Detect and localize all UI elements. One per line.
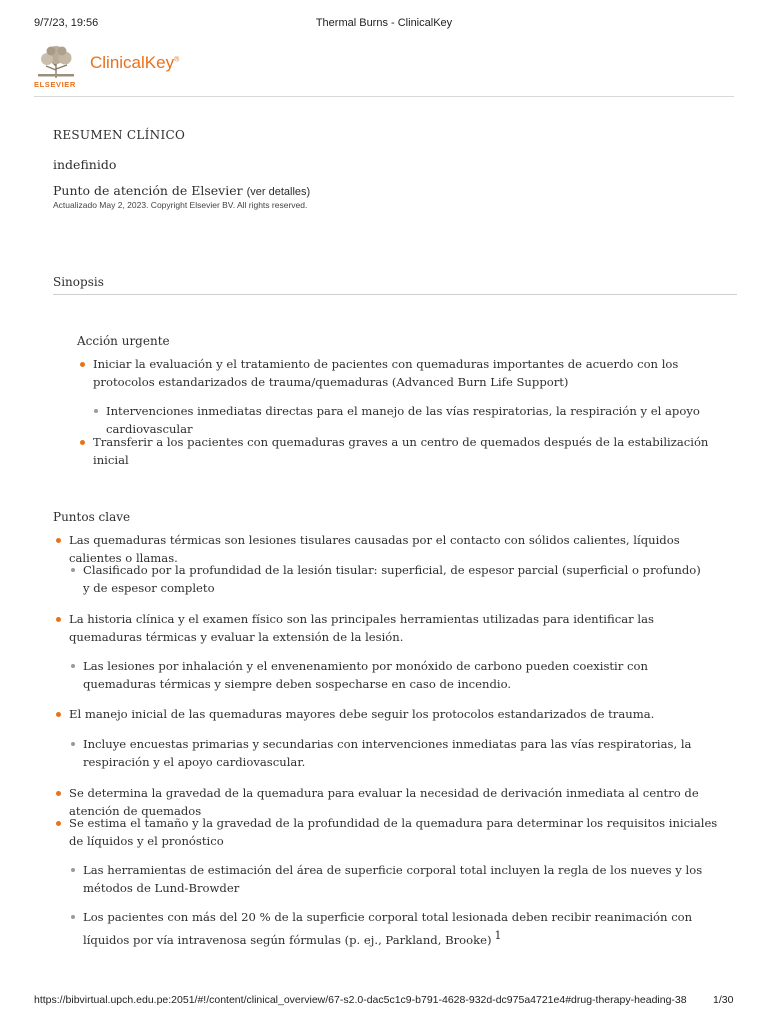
key-points-heading: Puntos clave xyxy=(53,510,131,524)
elsevier-tree-logo-icon xyxy=(34,44,78,80)
urgent-subitem: Intervenciones inmediatas directas para el manejo de las vías respiratorias, la respiración y el apoyo cardiovascular xyxy=(106,404,700,436)
sub-bullet-icon xyxy=(71,568,75,572)
updated-notice: Actualizado May 2, 2023. Copyright Elsevier BV. All rights reserved. xyxy=(53,200,308,210)
key-point-item: El manejo inicial de las quemaduras mayores debe seguir los protocolos estandarizados de trauma. xyxy=(69,707,655,721)
bullet-icon xyxy=(56,791,61,796)
bullet-icon xyxy=(56,538,61,543)
document-subtitle: indefinido xyxy=(53,157,117,172)
synopsis-heading: Sinopsis xyxy=(53,275,104,289)
key-point-text: Los pacientes con más del 20 % de la superficie corporal total lesionada deben recibir reanimación con líquidos por vía intravenosa según fórmulas (p. ej., Parkland, Brooke) xyxy=(83,910,693,947)
key-point-subitem: Incluye encuestas primarias y secundarias con intervenciones inmediatas para las vías respiratorias, la respiración y el apoyo cardiovascular. xyxy=(83,737,692,769)
sub-bullet-icon xyxy=(71,742,75,746)
bullet-icon xyxy=(56,821,61,826)
print-url: https://bibvirtual.upch.edu.pe:2051/#!/content/clinical_overview/67-s2.0-dac5c1c9-b791-4628-932d-dc975a4721e4#drug-therapy-heading-38 xyxy=(34,994,687,1006)
print-date: 9/7/23, 19:56 xyxy=(34,17,99,29)
registered-mark: ® xyxy=(174,56,180,64)
key-point-item: Se determina la gravedad de la quemadura para evaluar la necesidad de derivación inmediata al centro de atención de quemados xyxy=(69,786,699,818)
print-title: Thermal Burns - ClinicalKey xyxy=(315,17,453,29)
urgent-item: Transferir a los pacientes con quemaduras graves a un centro de quemados después de la estabilización inicial xyxy=(93,435,709,467)
clinicalkey-wordmark: ClinicalKey xyxy=(90,53,175,72)
bullet-icon xyxy=(56,617,61,622)
details-link[interactable]: (ver detalles) xyxy=(246,186,311,198)
footnote-reference[interactable]: 1 xyxy=(494,928,502,942)
key-point-item: La historia clínica y el examen físico son las principales herramientas utilizadas para identificar las quemaduras térmicas y evaluar la extensión de la lesión. xyxy=(69,612,654,644)
sub-bullet-icon xyxy=(71,868,75,872)
sub-bullet-icon xyxy=(94,409,98,413)
section-label: RESUMEN CLÍNICO xyxy=(53,128,186,142)
key-point-subitem: Las herramientas de estimación del área de superficie corporal total incluyen la regla de los nueves y los métodos de Lund-Browder xyxy=(83,863,703,895)
sub-bullet-icon xyxy=(71,915,75,919)
bullet-icon xyxy=(56,712,61,717)
key-point-subitem: Las lesiones por inhalación y el envenenamiento por monóxido de carbono pueden coexistir con quemaduras térmicas y siempre deben sospecharse en caso de incendio. xyxy=(83,659,648,691)
key-point-item: Las quemaduras térmicas son lesiones tisulares causadas por el contacto con sólidos calientes, líquidos calientes o llamas. xyxy=(69,533,680,565)
source-name: Punto de atención de Elsevier xyxy=(53,183,243,198)
header-divider xyxy=(34,96,734,97)
bullet-icon xyxy=(80,440,85,445)
key-point-item: Se estima el tamaño y la gravedad de la profundidad de la quemadura para determinar los requisitos iniciales de líquidos y el pronóstico xyxy=(69,816,718,848)
key-point-subitem: Clasificado por la profundidad de la lesión tisular: superficial, de espesor parcial (superficial o profundo) y de espesor completo xyxy=(83,563,701,595)
urgent-item: Iniciar la evaluación y el tratamiento de pacientes con quemaduras importantes de acuerdo con los protocolos estandarizados de trauma/quemaduras (Advanced Burn Life Support) xyxy=(93,357,679,389)
elsevier-wordmark: ELSEVIER xyxy=(34,80,76,89)
source-line xyxy=(53,183,310,198)
key-point-subitem xyxy=(83,909,713,949)
synopsis-divider xyxy=(53,294,737,295)
clinicalkey-logo[interactable] xyxy=(90,53,179,73)
urgent-action-heading: Acción urgente xyxy=(77,334,170,348)
bullet-icon xyxy=(80,362,85,367)
sub-bullet-icon xyxy=(71,664,75,668)
print-page-number: 1/30 xyxy=(713,994,734,1006)
